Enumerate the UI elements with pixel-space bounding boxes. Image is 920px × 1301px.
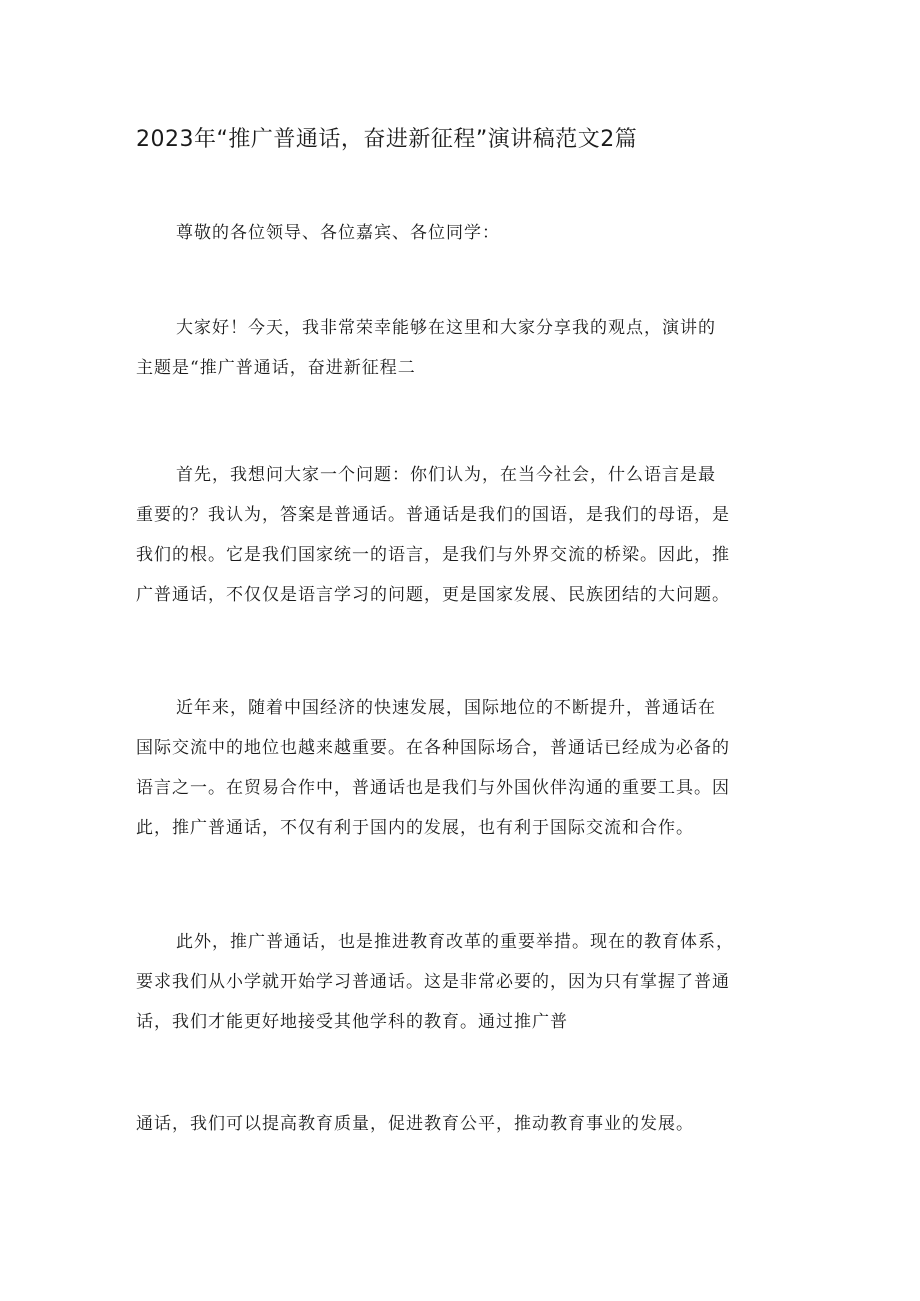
paragraph-greeting xyxy=(136,213,796,253)
paragraph-line: 此外，推广普通话，也是推进教育改革的重要举措。现在的教育体系， xyxy=(176,932,734,952)
paragraph-line: 近年来，随着中国经济的快速发展，国际地位的不断提升，普通话在 xyxy=(176,698,716,718)
paragraph-line: 广普通话，不仅仅是语言学习的问题，更是国家发展、民族团结的大问题。 xyxy=(136,585,730,605)
paragraph-line: 我们的根。它是我们国家统一的语言，是我们与外界交流的桥梁。因此，推 xyxy=(136,545,730,565)
paragraph-third xyxy=(136,922,796,1042)
paragraph-line: 通话，我们可以提高教育质量，促进教育公平，推动教育事业的发展。 xyxy=(136,1114,694,1134)
paragraph-line: 尊敬的各位领导、各位嘉宾、各位同学： xyxy=(176,223,500,243)
paragraph-line: 大家好！今天，我非常荣幸能够在这里和大家分享我的观点，演讲的 xyxy=(176,318,716,338)
paragraph-line: 重要的？我认为，答案是普通话。普通话是我们的国语，是我们的母语，是 xyxy=(136,505,730,525)
paragraph-line: 国际交流中的地位也越来越重要。在各种国际场合，普通话已经成为必备的 xyxy=(136,738,730,758)
paragraph-line: 话，我们才能更好地接受其他学科的教育。通过推广普 xyxy=(136,1012,568,1032)
paragraph-line: 语言之一。在贸易合作中，普通话也是我们与外国伙伴沟通的重要工具。因 xyxy=(136,778,730,798)
paragraph-second xyxy=(136,688,796,848)
paragraph-intro xyxy=(136,308,796,388)
document-title: 2023年“推广普通话，奋进新征程”演讲稿范文2篇 xyxy=(136,127,638,152)
paragraph-line: 要求我们从小学就开始学习普通话。这是非常必要的，因为只有掌握了普通 xyxy=(136,972,730,992)
paragraph-continuation xyxy=(136,1104,796,1144)
paragraph-line: 首先，我想问大家一个问题：你们认为，在当今社会，什么语言是最 xyxy=(176,465,716,485)
paragraph-line: 主题是“推广普通话，奋进新征程二 xyxy=(136,358,416,378)
paragraph-first xyxy=(136,455,796,615)
paragraph-line: 此，推广普通话，不仅有利于国内的发展，也有利于国际交流和合作。 xyxy=(136,818,694,838)
